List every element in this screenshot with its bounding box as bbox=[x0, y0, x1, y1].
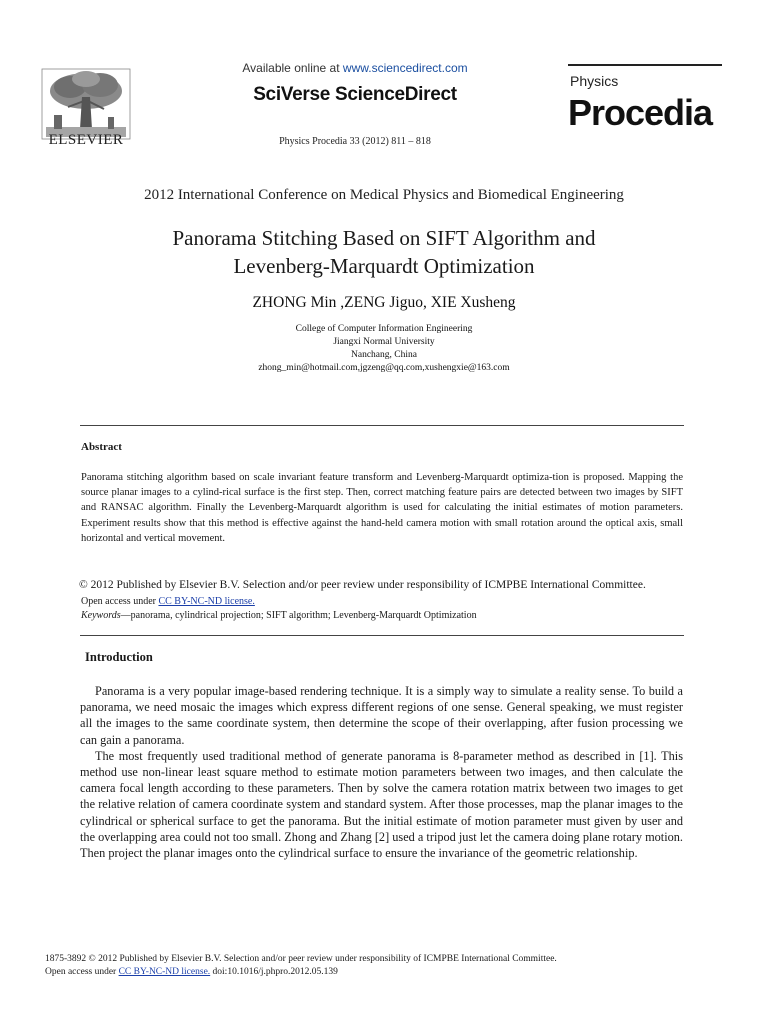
intro-paragraph: Panorama is a very popular image-based rendering technique. It is a simply way to simulate a reality sense. To build a panorama, we need mosaic the images which express different regions of one sense. General speaking, we must register all the images to the same coordinate system, then determine the scope of their overlapping, after fusion processing we can gain a panorama. bbox=[80, 684, 683, 747]
platform-logo-text: SciVerse ScienceDirect bbox=[253, 84, 457, 105]
introduction-heading: Introduction bbox=[85, 650, 153, 664]
affiliation bbox=[40, 323, 728, 375]
keywords-list: —panorama, cylindrical projection; SIFT algorithm; Levenberg-Marquardt Optimization bbox=[120, 610, 477, 621]
brand-procedia: Procedia bbox=[568, 92, 713, 133]
author-emails: zhong_min@hotmail.com,jgzeng@qq.com,xushengxie@163.com bbox=[258, 363, 510, 373]
keywords bbox=[81, 610, 477, 621]
journal-reference: Physics Procedia 33 (2012) 811 – 818 bbox=[279, 136, 431, 147]
rule-bottom bbox=[80, 635, 684, 636]
affiliation-line: College of Computer Information Engineering bbox=[295, 324, 473, 334]
brand-rule bbox=[568, 64, 722, 66]
open-access-prefix: Open access under bbox=[81, 596, 159, 607]
copyright-notice: © 2012 Published by Elsevier B.V. Selection and/or peer review under responsibility of ICMPBE International Committee. bbox=[79, 579, 646, 591]
paper-title bbox=[40, 224, 728, 280]
intro-paragraph: The most frequently used traditional method of generate panorama is 8-parameter method as described in [1]. This method use non-linear least square method to estimate motion parameters between two images, and then calculate the camera focal length according to these parameters. Then by solve the camera rotation matrix between two images to get the relative relation of camera coordinate system and standard system. After those processes, map the planar images to the cylindrical or spherical surface to get the panorama. But the initial estimate of motion parameter must given by user and the overlapping area could not too small. Zhong and Zhang [2] used a tripod just let the camera doing plane rotary motion. Then project the planar images onto the cylindrical surface to ensure the invariance of the geometric relationship. bbox=[80, 748, 683, 861]
available-online bbox=[220, 61, 490, 75]
introduction-body bbox=[80, 683, 683, 861]
sciencedirect-link[interactable]: www.sciencedirect.com bbox=[342, 61, 468, 75]
authors: ZHONG Min ,ZENG Jiguo, XIE Xusheng bbox=[252, 294, 516, 311]
footer-license-link[interactable]: CC BY-NC-ND license. bbox=[118, 967, 211, 977]
abstract-heading: Abstract bbox=[81, 441, 122, 453]
title-line-1: Panorama Stitching Based on SIFT Algorithm and bbox=[172, 226, 596, 250]
footer-doi: doi:10.1016/j.phpro.2012.05.139 bbox=[210, 967, 338, 977]
keywords-label: Keywords bbox=[81, 610, 121, 621]
available-prefix: Available online at bbox=[242, 61, 343, 75]
affiliation-line: Nanchang, China bbox=[351, 350, 417, 360]
footer-open-access-prefix: Open access under bbox=[45, 967, 119, 977]
rule-top bbox=[80, 425, 684, 426]
open-access bbox=[81, 596, 255, 607]
license-link[interactable]: CC BY-NC-ND license. bbox=[158, 596, 255, 607]
footer-copyright: 1875-3892 © 2012 Published by Elsevier B.V. Selection and/or peer review under responsibility of ICMPBE International Committee. bbox=[45, 954, 557, 964]
title-line-2: Levenberg-Marquardt Optimization bbox=[233, 254, 535, 278]
conference-name: 2012 International Conference on Medical Physics and Biomedical Engineering bbox=[144, 187, 624, 203]
brand-physics: Physics bbox=[570, 73, 619, 89]
publisher-name: ELSEVIER bbox=[48, 132, 124, 148]
footer-open-access bbox=[45, 967, 338, 977]
affiliation-line: Jiangxi Normal University bbox=[333, 337, 435, 347]
abstract-text: Panorama stitching algorithm based on scale invariant feature transform and Levenberg-Marquardt optimiza-tion is proposed. Mapping the source planar images to a cylind-rical surface is the first step. Then, correct matching feature pairs are detected between two images by SIFT and RANSAC algorithm. Finally the Levenberg-Marquardt algorithm is used for calculating the initial estimates of motion parameters. Experiment results show that this method is effective against the hand-held camera motion with small rotation around the optical axis, small horizontal and vertical movement. bbox=[81, 472, 683, 544]
